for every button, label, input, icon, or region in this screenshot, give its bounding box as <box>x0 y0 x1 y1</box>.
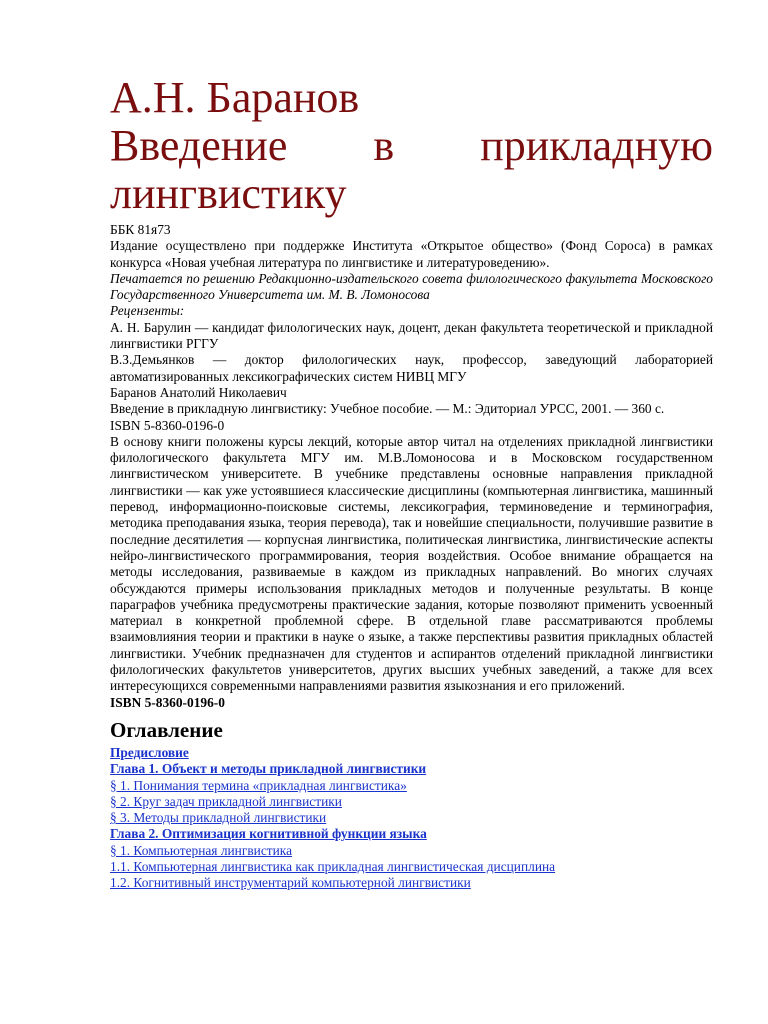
book-title-word: Введение <box>110 121 288 170</box>
book-title-line2: лингвистику <box>110 169 347 218</box>
reviewer-2: В.З.Демьянков — доктор филологических наук, профессор, заведующий лабораторией автоматизированных лексикографических систем НИВЦ МГУ <box>110 352 713 384</box>
toc-link[interactable]: § 1. Компьютерная лингвистика <box>110 842 293 858</box>
isbn-bold: ISBN 5-8360-0196-0 <box>110 694 225 710</box>
book-title-word: в <box>373 121 395 170</box>
toc-link[interactable]: § 3. Методы прикладной лингвистики <box>110 810 327 826</box>
document-page <box>110 0 713 892</box>
toc-link[interactable]: 1.2. Когнитивный инструментарий компьютерной лингвистики <box>110 875 471 891</box>
support-note: Издание осуществлено при поддержке Института «Открытое общество» (Фонд Сороса) в рамках конкурса «Новая учебная литература по лингвистике и литературоведению». <box>110 238 713 270</box>
toc-link[interactable]: Глава 1. Объект и методы прикладной лингвистики <box>110 761 427 777</box>
reviewer-1: А. Н. Барулин — кандидат филологических наук, доцент, декан факультета теоретической и прикладной лингвистики РГГУ <box>110 319 713 352</box>
toc-link[interactable]: § 1. Понимания термина «прикладная лингвистика» <box>110 777 407 793</box>
bbk-code: ББК 81я73 <box>110 222 171 237</box>
book-title-line1 <box>110 122 713 170</box>
toc-link[interactable]: Глава 2. Оптимизация когнитивной функции языка <box>110 826 427 842</box>
publication-decision: Печатается по решению Редакционно-издательского совета филологического факультета Московского Государственного Университета им. М. В. Ломоносова <box>110 270 713 303</box>
reviewers-label: Рецензенты: <box>110 303 185 319</box>
toc-link[interactable]: 1.1. Компьютерная лингвистика как прикладная лингвистическая дисциплина <box>110 858 556 874</box>
toc-heading: Оглавление <box>110 717 223 742</box>
table-of-contents <box>110 745 713 892</box>
citation: Введение в прикладную лингвистику: Учебное пособие. — М.: Эдиториал УРСС, 2001. — 360 с. <box>110 401 665 417</box>
book-title-word: прикладную <box>480 121 713 170</box>
toc-link[interactable]: § 2. Круг задач прикладной лингвистики <box>110 793 342 809</box>
abstract: В основу книги положены курсы лекций, которые автор читал на отделениях прикладной лингвистики филологического факультета МГУ им. М.В.Ломоносова и в Московском государственном лингвистическом университете. В учебнике представлены основные направления прикладной лингвистики — как уже устоявшиеся классические дисциплины (компьютерная лингвистика, машинный перевод, информационно-поисковые системы, лексикография, терминоведение и терминография, методика преподавания языка, теория перевода), так и новейшие специальности, получившие развитие в последние десятилетия — корпусная лингвистика, политическая лингвистика, лингвистические аспекты нейро-лингвистического программирования, теория воздействия. Особое внимание обращается на методы исследования, развиваемые в каждом из прикладных направлений. Во многих случаях обсуждаются примеры использования прикладных методов и полученные результаты. В конце параграфов учебника предусмотрены практические задания, которые позволяют применить усвоенный материал в конкретной проблемной сфере. В отдельной главе рассматриваются проблемы взаимовлияния теории и практики в науке о языке, а также перспективы развития прикладных областей лингвистики. Учебник предназначен для студентов и аспирантов отделений прикладной лингвистики филологических факультетов университетов, других высших учебных заведений, а также для всех интересующихся современными направлениями развития языкознания и его приложений. <box>110 433 713 694</box>
toc-link[interactable]: Предисловие <box>110 744 189 760</box>
isbn: ISBN 5-8360-0196-0 <box>110 417 225 433</box>
author-full-name: Баранов Анатолий Николаевич <box>110 384 287 400</box>
author-title: А.Н. Баранов <box>110 73 360 122</box>
